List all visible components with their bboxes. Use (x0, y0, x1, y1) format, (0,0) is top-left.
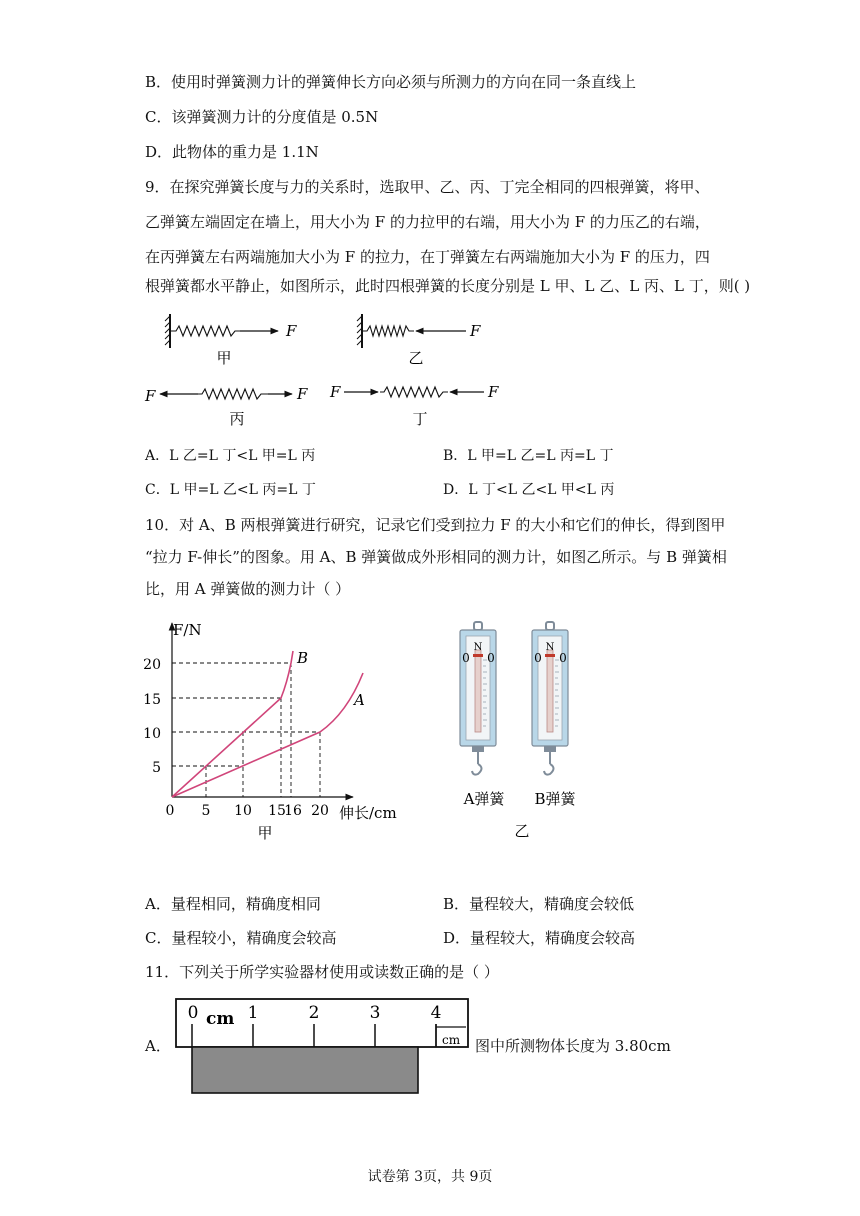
q10-stem-line1: 10．对 A、B 两根弹簧进行研究，记录它们受到拉力 F 的大小和它们的伸长，得到图甲 (145, 516, 726, 534)
q10-option-a: A．量程相同，精确度相同 (145, 895, 321, 913)
y-tick-20: 20 (143, 657, 161, 673)
x-tick-20: 20 (311, 803, 329, 819)
scale-a-zero-left: 0 (462, 651, 470, 665)
curve-b-label: B (297, 649, 309, 667)
q9-label-ding: 丁 (412, 410, 428, 428)
q11-option-a-letter: A． (145, 1037, 171, 1055)
q9-label-bing: 丙 (229, 410, 245, 428)
page-footer: 试卷第 3页，共 9页 (367, 1169, 493, 1185)
scale-a-unit: N (473, 642, 483, 653)
ruler-tick-3: 3 (369, 1003, 381, 1023)
q10-stem-line2: “拉力 F-伸长”的图象。用 A、B 弹簧做成外形相同的测力计，如图乙所示。与 B 弹簧相 (145, 548, 727, 566)
q9-label-yi: 乙 (408, 349, 424, 367)
scale-b-label: B弹簧 (534, 790, 576, 808)
x-tick-0: 0 (165, 803, 175, 819)
q9-spring-figure (140, 306, 520, 434)
q9-label-jia: 甲 (216, 349, 232, 367)
q8-option-b: B．使用时弹簧测力计的弹簧伸长方向必须与所测力的方向在同一条直线上 (145, 73, 637, 91)
curve-b (172, 651, 293, 797)
q9-force-label-jia: F (286, 322, 297, 340)
scale-a-zero-right: 0 (487, 651, 495, 665)
q10-option-c: C．量程较小，精确度会较高 (145, 929, 337, 947)
q9-option-b: B．L 甲=L 乙=L 丙=L 丁 (443, 448, 614, 464)
q9-stem-line4: 根弹簧都水平静止，如图所示，此时四根弹簧的长度分别是 L 甲、L 乙、L 丙、L 丁，则( ) (145, 277, 751, 295)
q9-option-c: C．L 甲=L 乙<L 丙=L 丁 (145, 482, 316, 498)
graph-caption: 甲 (257, 824, 273, 842)
scale-b-zero-right: 0 (559, 651, 567, 665)
curve-a (172, 673, 363, 797)
q8-option-d: D．此物体的重力是 1.1N (145, 143, 319, 161)
spring-yi (357, 314, 466, 348)
y-tick-10: 10 (143, 726, 161, 742)
q10-stem-line3: 比，用 A 弹簧做的测力计（ ） (145, 580, 351, 598)
q11-stem: 11．下列关于所学实验器材使用或读数正确的是（ ） (145, 963, 499, 981)
x-tick-10: 10 (234, 803, 252, 819)
q10-force-extension-graph (135, 615, 415, 845)
q10-option-b: B．量程较大，精确度会较低 (443, 895, 635, 913)
q9-stem-line3: 在丙弹簧左右两端施加大小为 F 的拉力，在丁弹簧左右两端施加大小为 F 的压力，四 (145, 248, 710, 266)
scales-caption: 乙 (514, 822, 530, 840)
q9-stem-line2: 乙弹簧左端固定在墙上，用大小为 F 的力拉甲的右端，用大小为 F 的力压乙的右端， (145, 213, 710, 231)
spring-bing (160, 389, 292, 399)
x-tick-5: 5 (201, 803, 211, 819)
measured-object (192, 1047, 418, 1093)
spring-jia (165, 314, 278, 348)
x-axis-label: 伸长/cm (339, 804, 397, 822)
q9-force-label-bing-right: F (297, 385, 308, 403)
ruler-tick-1: 1 (247, 1003, 259, 1023)
q11-ruler-figure (174, 994, 474, 1098)
y-axis-label: F/N (173, 621, 202, 639)
q11-option-a-text: 图中所测物体长度为 3.80cm (475, 1037, 671, 1055)
ruler-unit-right: cm (442, 1033, 461, 1047)
y-tick-5: 5 (152, 760, 161, 776)
q9-stem-line1: 9．在探究弹簧长度与力的关系时，选取甲、乙、丙、丁完全相同的四根弹簧，将甲、 (145, 178, 710, 196)
ruler-tick-0: 0 (187, 1003, 199, 1023)
ruler-tick-4: 4 (430, 1003, 442, 1023)
scale-a-label: A弹簧 (463, 790, 505, 808)
q9-option-a: A．L 乙=L 丁<L 甲=L 丙 (145, 448, 316, 464)
q9-force-label-ding-left: F (330, 383, 341, 401)
q9-force-label-yi: F (470, 322, 481, 340)
y-tick-15: 15 (143, 692, 161, 708)
q8-option-c: C．该弹簧测力计的分度值是 0.5N (145, 108, 379, 126)
q9-force-label-bing-left: F (145, 387, 156, 405)
ruler-tick-2: 2 (308, 1003, 320, 1023)
q10-spring-scales (450, 620, 600, 842)
q10-option-d: D．量程较大，精确度会较高 (443, 929, 636, 947)
scale-b-zero-left: 0 (534, 651, 542, 665)
x-tick-16: 16 (284, 803, 302, 819)
spring-ding (344, 387, 484, 397)
x-tick-15: 15 (268, 803, 286, 819)
q9-force-label-ding-right: F (488, 383, 499, 401)
q9-option-d: D．L 丁<L 乙<L 甲<L 丙 (443, 482, 615, 498)
curve-a-label: A (354, 691, 365, 709)
ruler-unit-left: cm (206, 1009, 235, 1029)
scale-b-unit: N (545, 642, 555, 653)
